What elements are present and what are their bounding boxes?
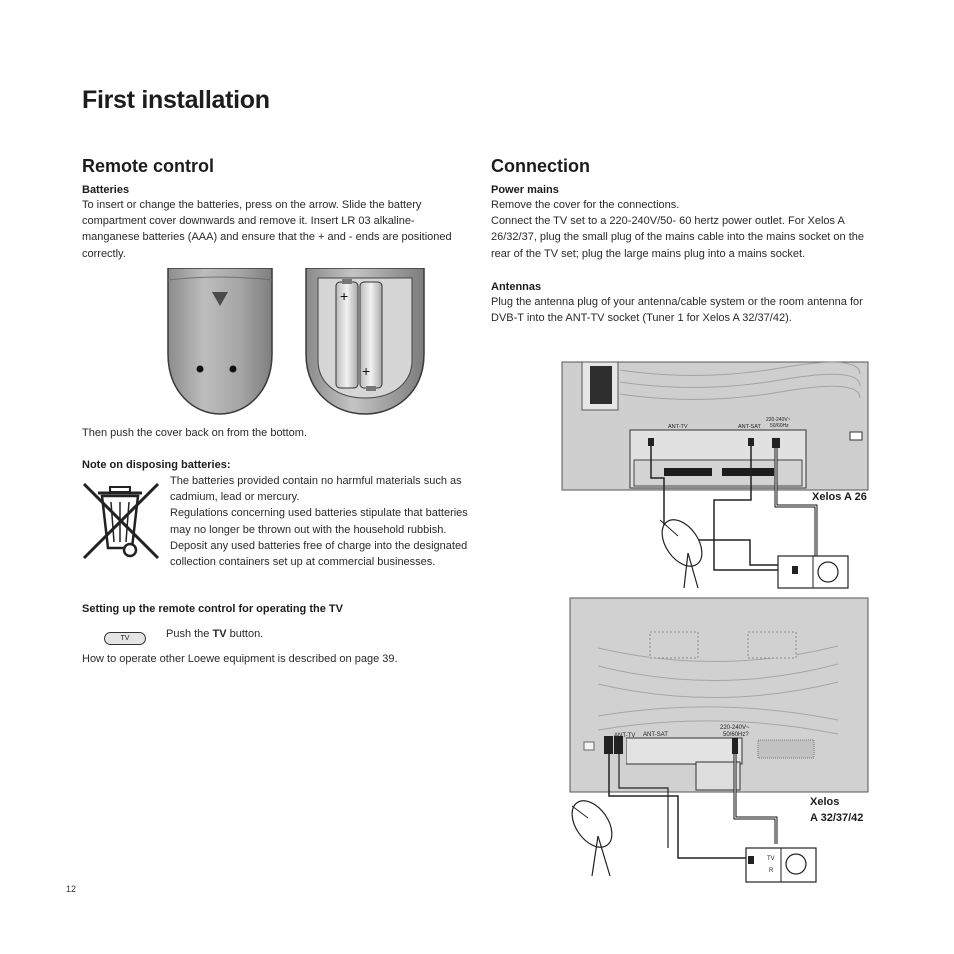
battery-plus-top-label: + bbox=[340, 288, 349, 304]
push-tv-button-text bbox=[166, 626, 263, 642]
tv-button-illustration bbox=[104, 627, 146, 645]
connection-heading: Connection bbox=[491, 156, 590, 176]
batteries-section bbox=[82, 184, 467, 262]
top-ant-sat-label: ANT-SAT bbox=[738, 424, 761, 430]
batteries-heading: Batteries bbox=[82, 184, 130, 196]
satellite-dish-icon bbox=[654, 513, 710, 588]
bottom-model-label-line1: Xelos bbox=[810, 796, 840, 808]
power-mains-text-1: Remove the cover for the connections. bbox=[491, 199, 680, 211]
antennas-heading: Antennas bbox=[491, 281, 542, 293]
push-button-word: TV bbox=[212, 628, 227, 640]
remote-back-illustration bbox=[160, 268, 280, 416]
remote-battery-compartment-illustration bbox=[304, 268, 426, 416]
power-mains-heading: Power mains bbox=[491, 184, 559, 196]
batteries-text: To insert or change the batteries, press on the arrow. Slide the battery compartment cover downwards and remove it. Insert LR 03 alkaline-manganese batteries (AAA) and ensure that the + and - ends are positioned correctly. bbox=[82, 199, 452, 260]
bottom-power-label-1: 220-240V~ bbox=[720, 725, 750, 731]
crossed-out-bin-icon bbox=[82, 482, 162, 562]
push-prefix: Push the bbox=[166, 628, 213, 640]
bottom-ant-sat-label: ANT-SAT bbox=[643, 732, 668, 738]
xelos-a26-connection-diagram bbox=[560, 360, 870, 600]
power-mains-text-2: Connect the TV set to a 220-240V/50- 60 hertz power outlet. For Xelos A 26/32/37, plug the small plug of the mains cable into the mains socket on the rear of the TV set; plug the large mains plug into a mains socket. bbox=[491, 215, 865, 260]
bottom-ant-tv-label: ANT-TV bbox=[614, 733, 636, 739]
page-number: 12 bbox=[66, 884, 77, 894]
antennas-text: Plug the antenna plug of your antenna/cable system or the room antenna for DVB-T into the ANT-TV socket (Tuner 1 for Xelos A 32/37/42). bbox=[491, 296, 863, 325]
xelos-a32-37-42-label bbox=[810, 794, 863, 826]
top-ant-tv-label: ANT-TV bbox=[668, 424, 688, 430]
satellite-dish-icon bbox=[568, 794, 620, 876]
top-power-label-1: 220-240V~ bbox=[766, 417, 791, 423]
disposal-heading: Note on disposing batteries: bbox=[82, 459, 231, 471]
remote-control-heading: Remote control bbox=[82, 156, 215, 176]
push-cover-back-text: Then push the cover back on from the bottom. bbox=[82, 427, 308, 439]
bottom-model-label-line2: A 32/37/42 bbox=[810, 812, 864, 824]
other-equipment-text: How to operate other Loewe equipment is described on page 39. bbox=[82, 653, 398, 665]
wall-socket-icon bbox=[746, 848, 816, 882]
page-title: First installation bbox=[82, 86, 270, 114]
power-mains-section bbox=[491, 184, 876, 262]
wall-socket-icon bbox=[778, 556, 848, 588]
disposal-text-block bbox=[170, 473, 470, 570]
disposal-text-1: The batteries provided contain no harmful materials such as cadmium, lead or mercury. bbox=[170, 475, 462, 504]
tv-button-label: TV bbox=[104, 632, 146, 645]
xelos-a32-37-42-connection-diagram bbox=[568, 596, 870, 886]
push-suffix: button. bbox=[226, 628, 264, 640]
antennas-section bbox=[491, 281, 876, 326]
xelos-a26-label: Xelos A 26 bbox=[812, 491, 867, 503]
wall-r-label: R bbox=[769, 868, 774, 874]
battery-plus-bottom-label: + bbox=[362, 363, 371, 379]
bottom-power-label-2: 50/60Hz? bbox=[723, 732, 749, 738]
setup-remote-heading: Setting up the remote control for operating the TV bbox=[82, 603, 343, 615]
top-power-label-2: 50/60Hz bbox=[770, 423, 789, 429]
disposal-text-2: Regulations concerning used batteries stipulate that batteries may no longer be thrown out with the household rubbish. Deposit any used batteries free of charge into the designated collection containers set up at commercial businesses. bbox=[170, 507, 468, 569]
wall-tv-label: TV bbox=[767, 856, 775, 862]
